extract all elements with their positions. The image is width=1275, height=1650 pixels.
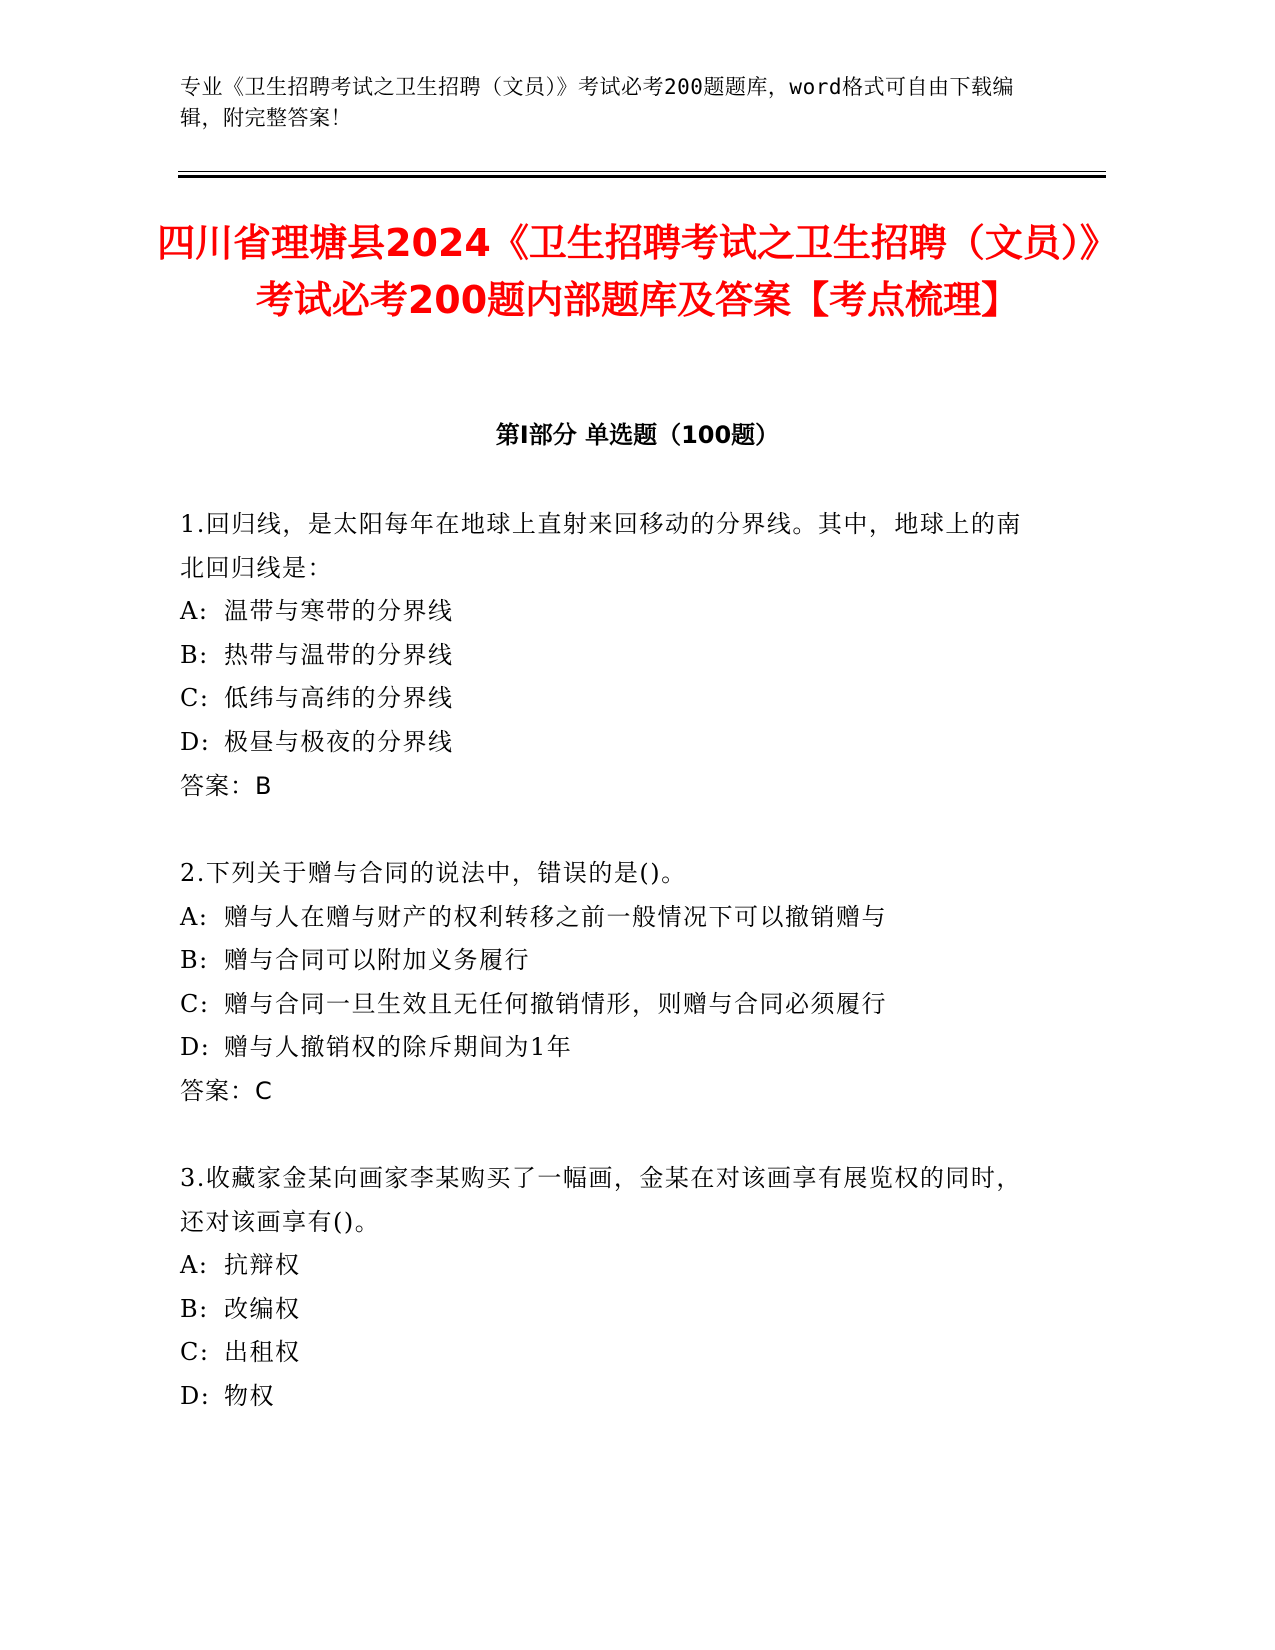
option-letter: B: xyxy=(180,1294,209,1323)
question-stem: 1.回归线，是太阳每年在地球上直射来回移动的分界线。其中，地球上的南北回归线是： xyxy=(180,510,1022,582)
option-letter: A: xyxy=(180,597,209,626)
option-d xyxy=(180,1375,1030,1419)
header-divider-thick xyxy=(178,175,1106,178)
answer-line: 答案：C xyxy=(180,1076,273,1105)
option-letter: D: xyxy=(180,1381,211,1410)
option-letter: D: xyxy=(180,1033,211,1062)
answer-line: 答案：B xyxy=(180,771,273,800)
option-letter: D: xyxy=(180,727,211,756)
document-title-text: 四川省理塘县2024《卫生招聘考试之卫生招聘（文员）》考试必考200题内部题库及答案【考点梳理】 xyxy=(157,221,1118,322)
question-2 xyxy=(180,852,1030,1114)
option-text: 出租权 xyxy=(224,1338,301,1367)
option-text: 赠与人在赠与财产的权利转移之前一般情况下可以撤销赠与 xyxy=(224,902,887,931)
option-b xyxy=(180,634,1030,678)
section-title-text: 第Ⅰ部分 单选题（100题） xyxy=(495,421,780,449)
option-text: 抗辩权 xyxy=(224,1251,301,1280)
question-3 xyxy=(180,1157,1030,1419)
option-letter: A: xyxy=(180,902,209,931)
option-c xyxy=(180,1331,1030,1375)
question-stem: 3.收藏家金某向画家李某购买了一幅画，金某在对该画享有展览权的同时，还对该画享有()。 xyxy=(180,1164,1022,1236)
question-stem: 2.下列关于赠与合同的说法中，错误的是()。 xyxy=(180,859,687,887)
option-c xyxy=(180,677,1030,721)
section-title xyxy=(180,418,1095,452)
option-text: 极昼与极夜的分界线 xyxy=(224,727,454,756)
option-text: 赠与合同可以附加义务履行 xyxy=(224,946,530,975)
option-text: 赠与合同一旦生效且无任何撤销情形，则赠与合同必须履行 xyxy=(224,989,887,1018)
header-note-text: 专业《卫生招聘考试之卫生招聘（文员）》考试必考200题题库，word格式可自由下载编辑，附完整答案！ xyxy=(180,75,1014,130)
option-text: 赠与人撤销权的除斥期间为1年 xyxy=(224,1033,573,1062)
question-1 xyxy=(180,503,1030,808)
option-letter: B: xyxy=(180,946,209,975)
option-text: 改编权 xyxy=(224,1294,301,1323)
option-a xyxy=(180,1244,1030,1288)
option-text: 物权 xyxy=(224,1381,275,1410)
option-text: 温带与寒带的分界线 xyxy=(224,597,454,626)
option-a xyxy=(180,896,1030,940)
option-c xyxy=(180,983,1030,1027)
option-d xyxy=(180,721,1030,765)
header-divider-thin xyxy=(178,171,1106,172)
option-b xyxy=(180,939,1030,983)
option-text: 热带与温带的分界线 xyxy=(224,640,454,669)
option-letter: C: xyxy=(180,1338,210,1367)
option-text: 低纬与高纬的分界线 xyxy=(224,684,454,713)
option-d xyxy=(180,1026,1030,1070)
option-b xyxy=(180,1288,1030,1332)
option-letter: C: xyxy=(180,684,210,713)
option-letter: A: xyxy=(180,1251,209,1280)
option-letter: B: xyxy=(180,640,209,669)
document-header-note xyxy=(180,72,1040,134)
document-title xyxy=(150,215,1125,329)
option-letter: C: xyxy=(180,989,210,1018)
option-a xyxy=(180,590,1030,634)
